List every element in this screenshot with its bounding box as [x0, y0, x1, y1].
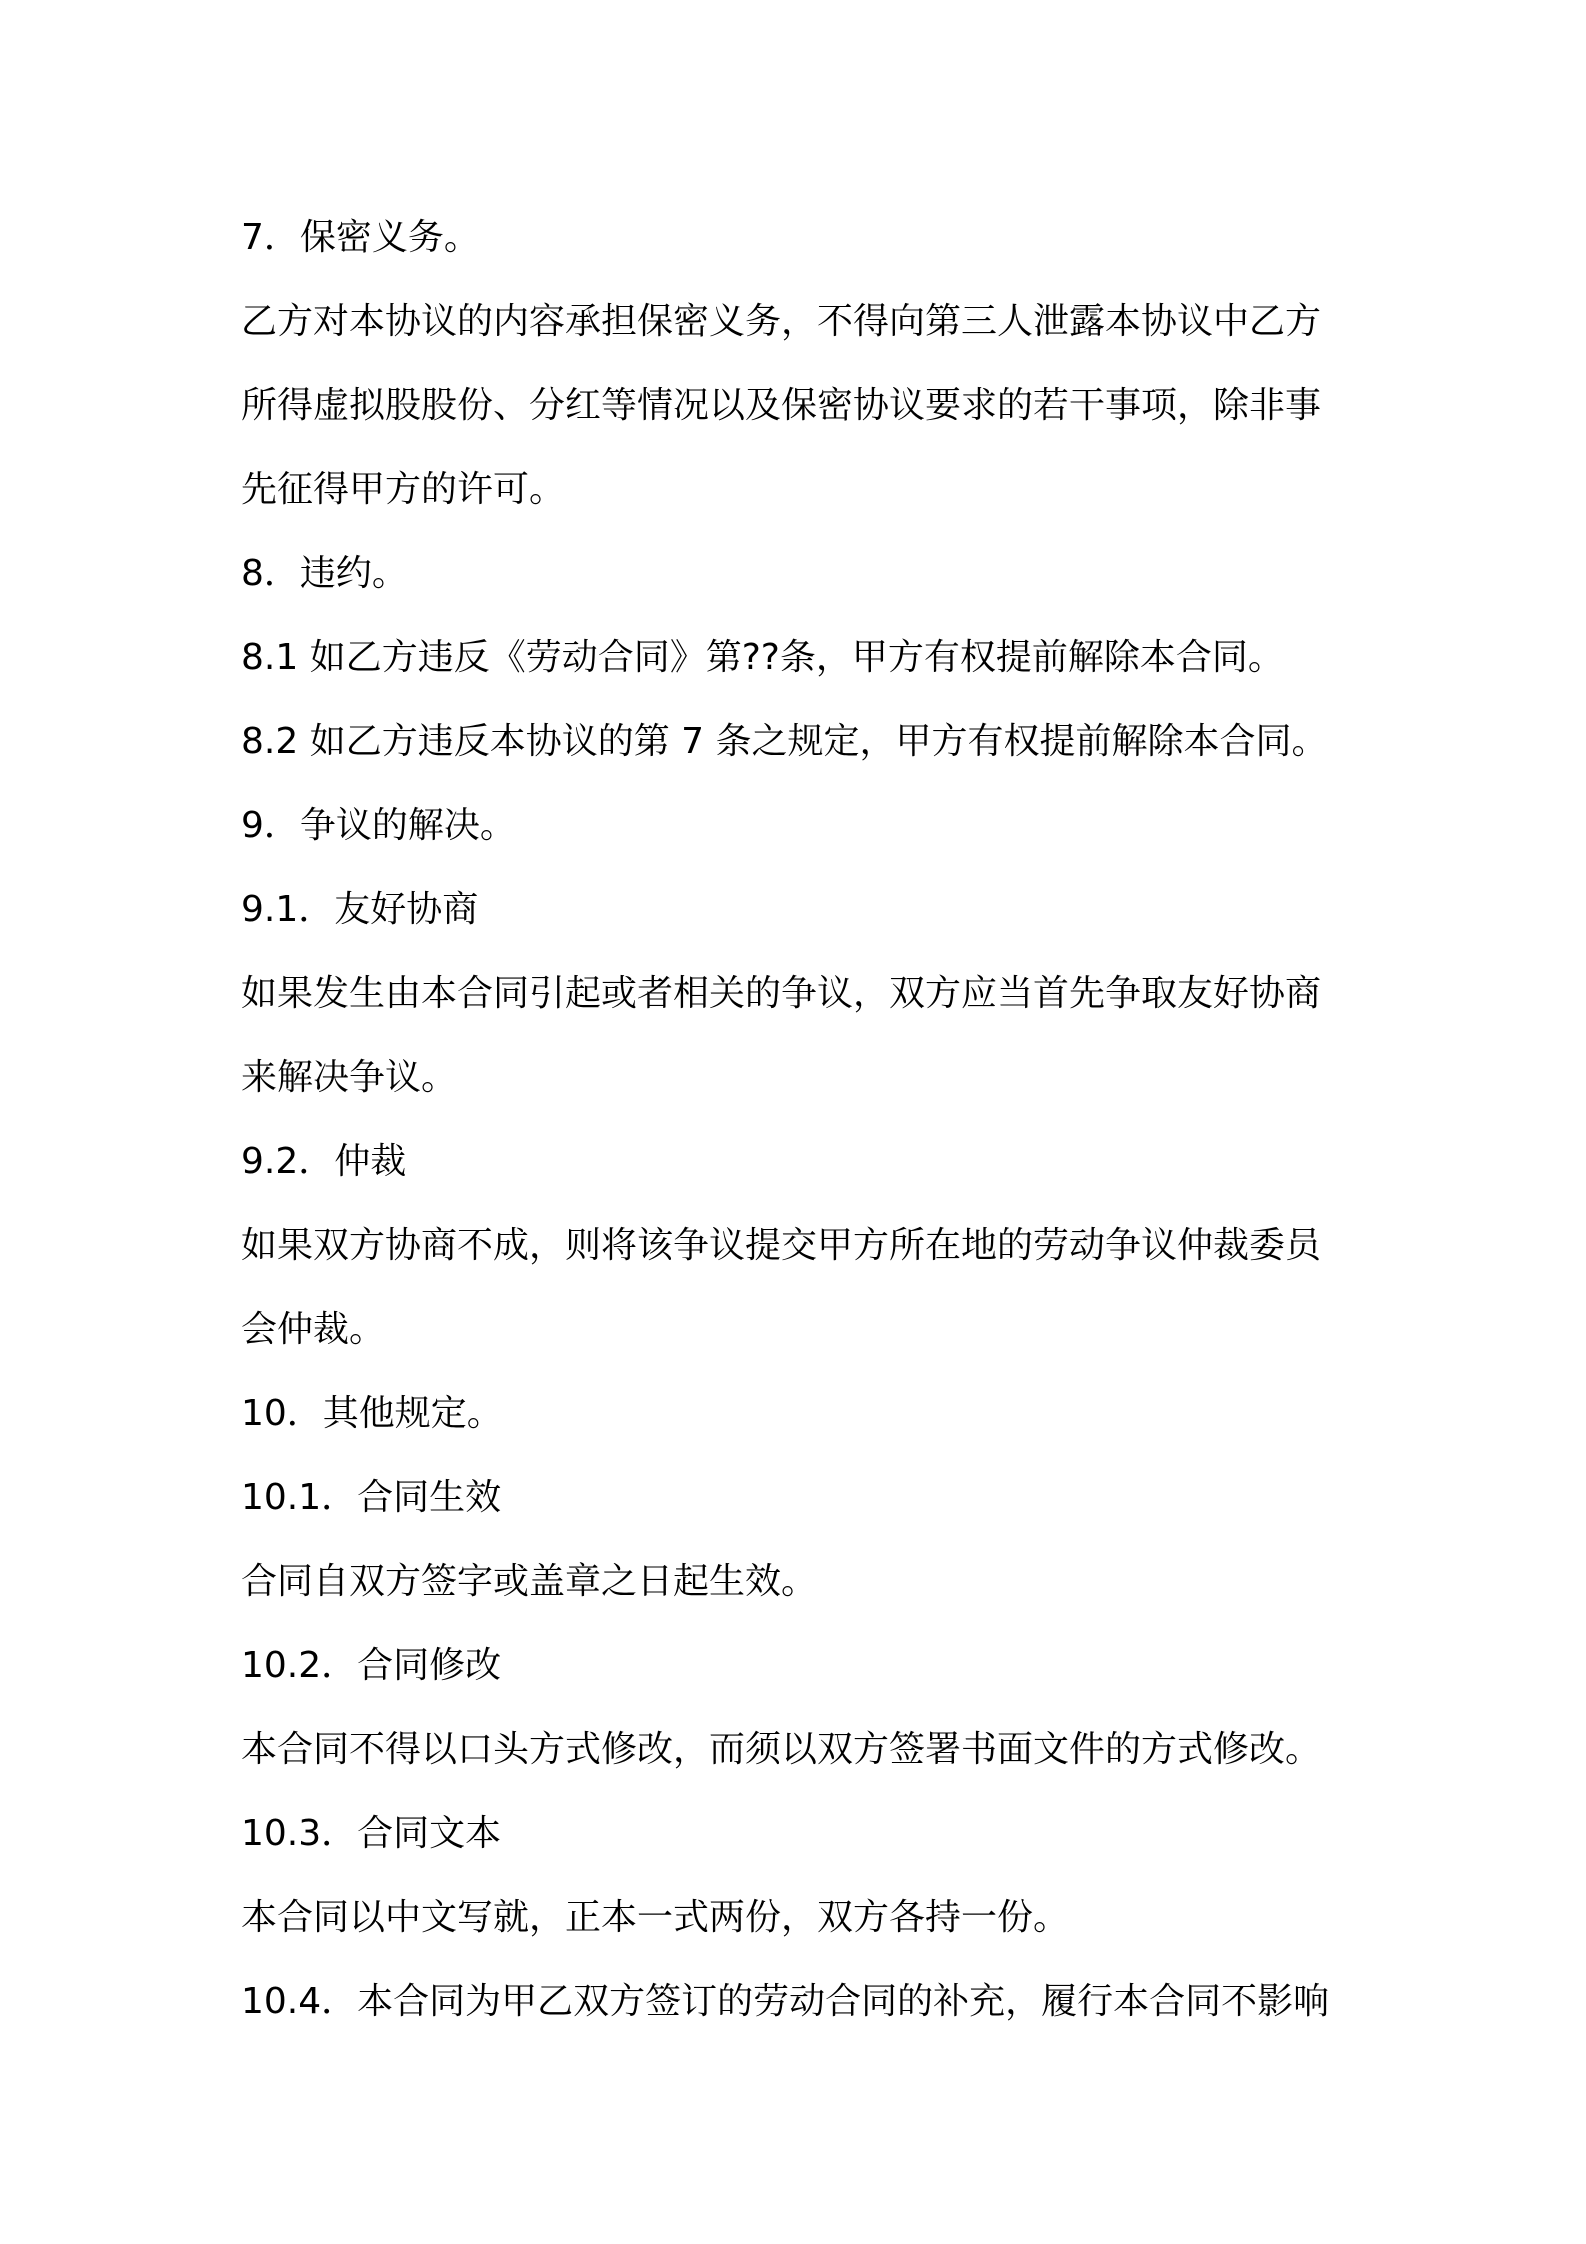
paragraph-line: 来解决争议。 [241, 1057, 458, 1098]
paragraph-line: 合同自双方签字或盖章之日起生效。 [241, 1561, 818, 1602]
paragraph-line: 乙方对本协议的内容承担保密义务，不得向第三人泄露本协议中乙方 [241, 301, 1322, 342]
section-7-heading: 7．保密义务。 [241, 217, 480, 258]
clause-8-1: 8.1 如乙方违反《劳动合同》第??条，甲方有权提前解除本合同。 [241, 637, 1284, 678]
paragraph-line: 如果双方协商不成，则将该争议提交甲方所在地的劳动争议仲裁委员 [241, 1225, 1322, 1266]
paragraph-line: 本合同以中文写就，正本一式两份，双方各持一份。 [241, 1897, 1070, 1938]
section-10-heading: 10．其他规定。 [241, 1393, 503, 1434]
paragraph-line: 本合同不得以口头方式修改，而须以双方签署书面文件的方式修改。 [241, 1729, 1322, 1770]
clause-8-2: 8.2 如乙方违反本协议的第 7 条之规定，甲方有权提前解除本合同。 [241, 721, 1328, 762]
section-9-heading: 9．争议的解决。 [241, 805, 516, 846]
clause-9-1-heading: 9.1．友好协商 [241, 889, 479, 930]
section-8-heading: 8．违约。 [241, 553, 408, 594]
document-body [241, 196, 1366, 2044]
clause-10-3-heading: 10.3．合同文本 [241, 1813, 502, 1854]
clause-10-4: 10.4．本合同为甲乙双方签订的劳动合同的补充，履行本合同不影响 [241, 1981, 1330, 2022]
clause-10-2-heading: 10.2．合同修改 [241, 1645, 502, 1686]
paragraph-line: 先征得甲方的许可。 [241, 469, 566, 510]
paragraph-line: 所得虚拟股股份、分红等情况以及保密协议要求的若干事项，除非事 [241, 385, 1322, 426]
clause-9-2-heading: 9.2．仲裁 [241, 1141, 407, 1182]
paragraph-line: 如果发生由本合同引起或者相关的争议，双方应当首先争取友好协商 [241, 973, 1322, 1014]
paragraph-line: 会仲裁。 [241, 1309, 386, 1350]
clause-10-1-heading: 10.1．合同生效 [241, 1477, 502, 1518]
